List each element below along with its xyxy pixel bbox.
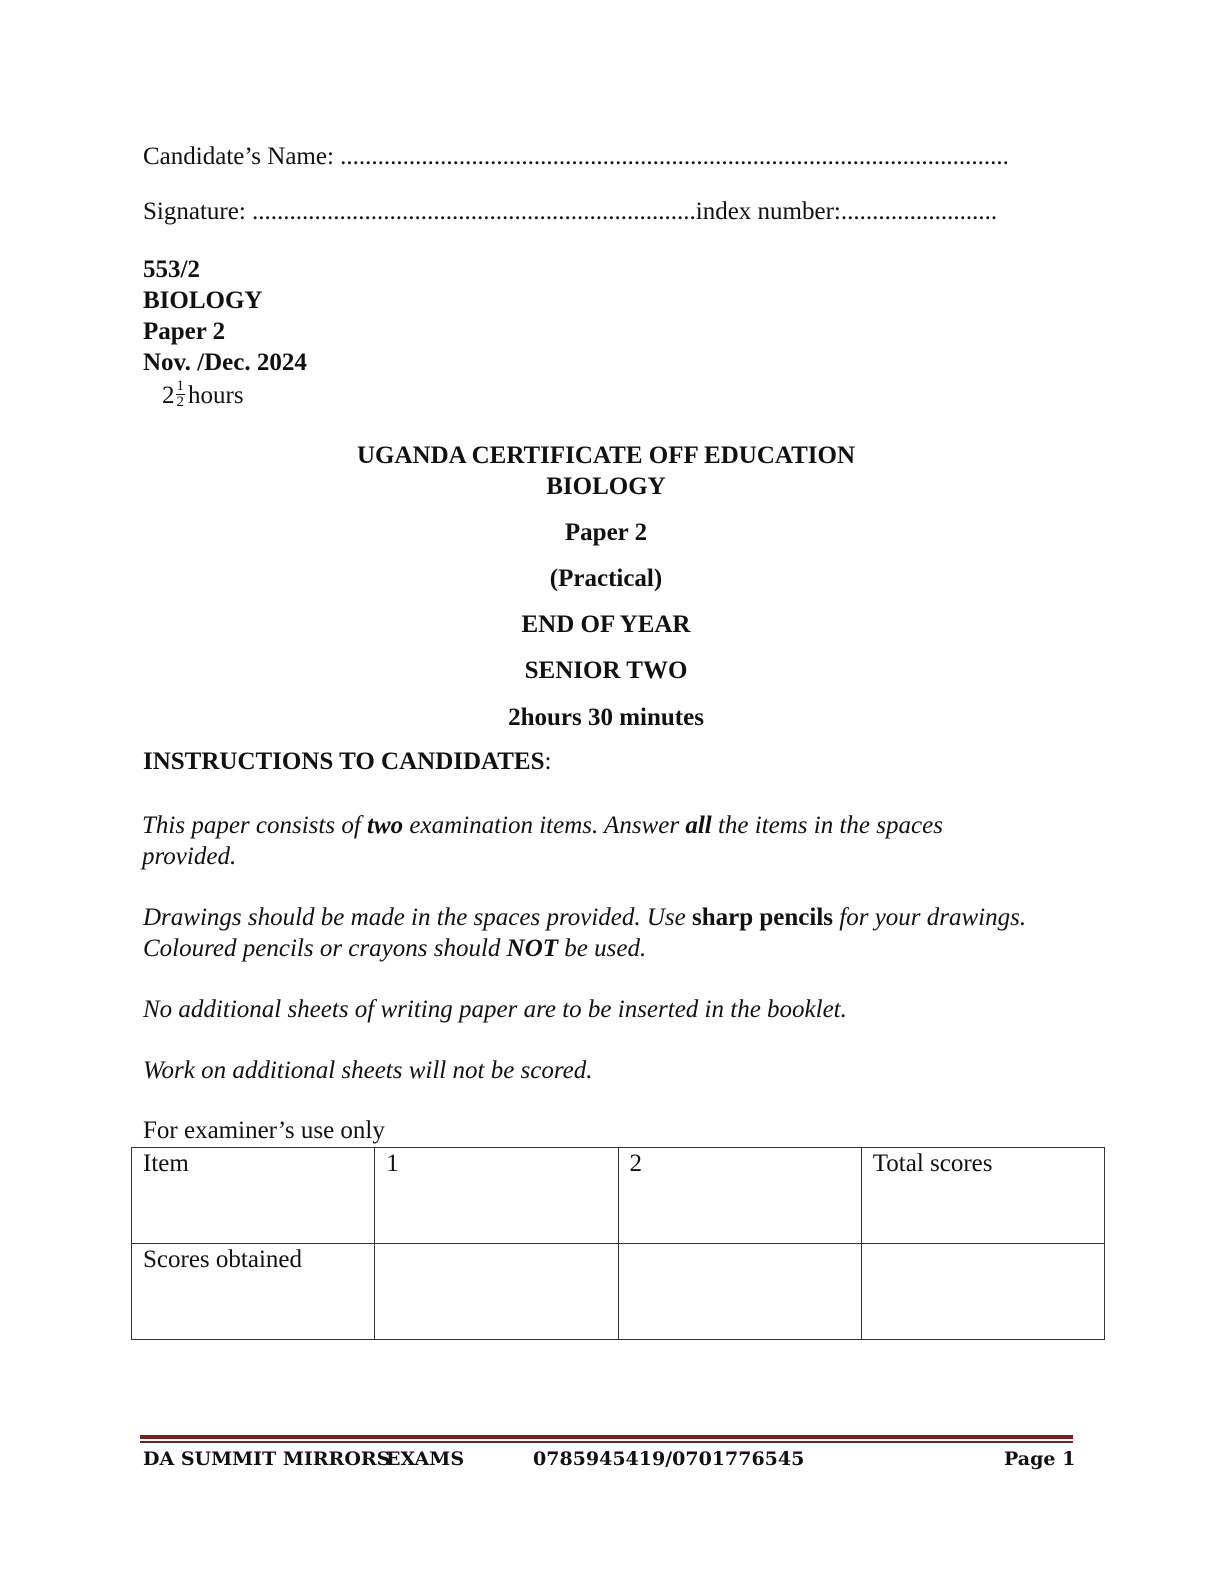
footer-rule-thin — [140, 1441, 1073, 1443]
instructions-heading-colon: : — [544, 748, 552, 775]
instructions-heading-text: INSTRUCTIONS TO CANDIDATES — [143, 748, 545, 775]
instruction-paragraph-4: Work on additional sheets will not be scored. — [143, 1057, 593, 1084]
instruction-2-text-a: Drawings should be made in the spaces provided. Use — [143, 904, 693, 931]
instruction-2-text-e: be used. — [558, 935, 647, 962]
instruction-2-emphasis-not: NOT — [506, 935, 559, 962]
table-cell-scores-header: Scores obtained — [132, 1244, 375, 1340]
table-cell-item-header: Item — [132, 1148, 375, 1244]
exam-term-title: END OF YEAR — [521, 611, 691, 638]
instruction-1-text-c: examination items. Answer — [403, 812, 686, 839]
index-number-label: index number: — [695, 198, 841, 225]
table-cell-item-1: 1 — [375, 1148, 618, 1244]
instruction-paragraph-3: No additional sheets of writing paper are to be inserted in the booklet. — [143, 996, 847, 1023]
index-number-dots: ......................... — [840, 198, 998, 225]
exam-board-title: UGANDA CERTIFICATE OFF EDUCATION — [357, 442, 855, 469]
exam-subject-title: BIOLOGY — [546, 473, 666, 500]
exam-type-title: (Practical) — [549, 565, 663, 592]
signature-dots: ....................................................................... — [252, 198, 696, 225]
instruction-1-text-e: the items in the spaces provided. — [142, 812, 943, 870]
exam-duration-title: 2hours 30 minutes — [508, 704, 704, 731]
footer-org: DA SUMMIT MIRRORS — [143, 1448, 391, 1470]
table-row — [132, 1148, 1105, 1244]
table-cell-score-1[interactable] — [375, 1244, 618, 1340]
signature-line — [143, 198, 997, 226]
instruction-2-text-c: for your drawings. Coloured pencils or crayons should — [143, 904, 1027, 962]
instruction-1-text-a: This paper consists of — [142, 812, 368, 839]
paper-duration — [162, 378, 244, 413]
duration-fraction — [176, 379, 186, 410]
instructions-heading — [143, 748, 551, 776]
footer-phones: 0785945419/0701776545 — [533, 1448, 805, 1470]
table-cell-item-2: 2 — [618, 1148, 861, 1244]
table-cell-score-total[interactable] — [861, 1244, 1104, 1340]
paper-code: 553/2 — [143, 256, 200, 283]
instruction-1-emphasis-all: all — [685, 812, 712, 839]
instruction-1-emphasis-two: two — [367, 812, 404, 839]
table-row — [132, 1244, 1105, 1340]
table-cell-total-header: Total scores — [861, 1148, 1104, 1244]
candidate-name-dots: ........................................................................................................... — [340, 143, 1009, 170]
candidate-name-label: Candidate’s Name: — [143, 143, 341, 170]
examiner-caption: For examiner’s use only — [143, 1117, 385, 1144]
signature-label: Signature: — [143, 198, 253, 225]
exam-paper-title: Paper 2 — [564, 519, 648, 546]
table-cell-score-2[interactable] — [618, 1244, 861, 1340]
instruction-paragraph-1 — [142, 810, 1042, 872]
instruction-2-emphasis-sharp-pencils: sharp pencils — [692, 904, 834, 931]
footer-rule-thick — [140, 1435, 1073, 1439]
instruction-paragraph-2 — [143, 902, 1043, 964]
candidate-name-line — [143, 143, 1009, 171]
paper-date: Nov. /Dec. 2024 — [143, 349, 307, 376]
paper-subject: BIOLOGY — [143, 287, 263, 314]
footer-page-number: Page 1 — [1004, 1448, 1076, 1470]
paper-number: Paper 2 — [143, 318, 226, 345]
duration-denominator: 2 — [176, 394, 184, 410]
footer-exams: EXAMS — [386, 1448, 465, 1470]
duration-numerator: 1 — [176, 378, 184, 394]
duration-whole: 2 — [162, 382, 175, 410]
exam-class-title: SENIOR TWO — [524, 657, 688, 684]
examiner-score-table — [131, 1147, 1105, 1340]
duration-unit: hours — [188, 382, 244, 410]
